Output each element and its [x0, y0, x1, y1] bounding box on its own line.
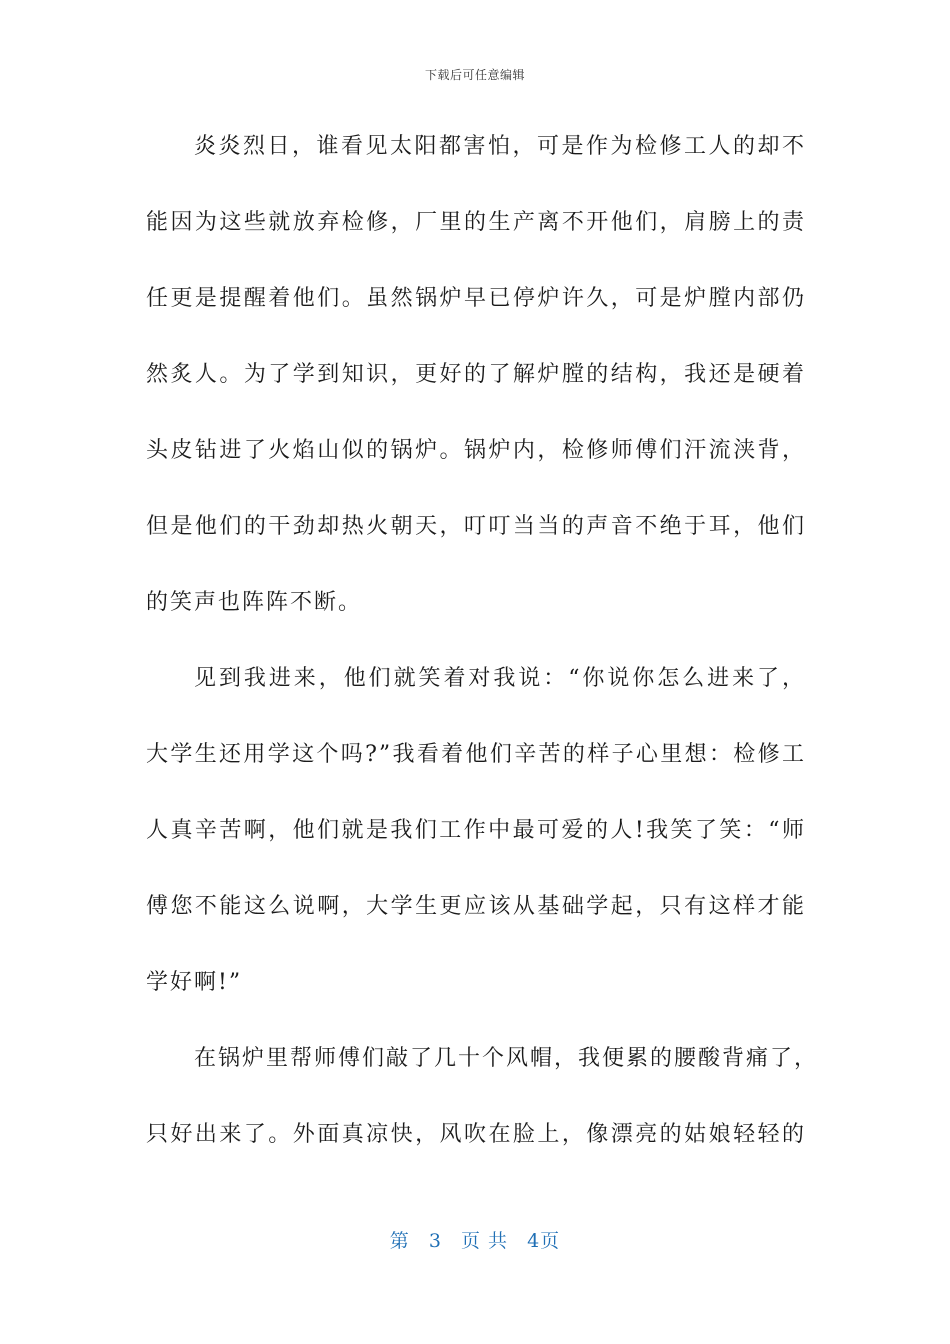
paragraph-line: 人真辛苦啊，他们就是我们工作中最可爱的人!我笑了笑：“师 [146, 818, 806, 843]
paragraph-line: 能因为这些就放弃检修，厂里的生产离不开他们，肩膀上的责 [146, 210, 806, 235]
paragraph-line: 头皮钻进了火焰山似的锅炉。锅炉内，检修师傅们汗流浃背， [146, 438, 806, 463]
current-page-number: 3 [428, 1230, 442, 1252]
total-pages: 4页 [527, 1230, 561, 1252]
page-number-footer [0, 1226, 950, 1253]
paragraph-line: 学好啊!” [146, 970, 243, 995]
paragraph-line: 的笑声也阵阵不断。 [146, 590, 363, 615]
document-body [146, 120, 819, 1184]
paragraph-line: 只好出来了。外面真凉快，风吹在脸上，像漂亮的姑娘轻轻的 [146, 1122, 806, 1147]
paragraph-line: 傅您不能这么说啊，大学生更应该从基础学起，只有这样才能 [146, 894, 806, 919]
paragraph-line: 但是他们的干劲却热火朝天，叮叮当当的声音不绝于耳，他们 [146, 514, 806, 539]
page-mid-text: 页 共 [461, 1230, 509, 1252]
page-prefix: 第 [389, 1230, 410, 1252]
paragraph-line: 大学生还用学这个吗?”我看着他们辛苦的样子心里想：检修工 [146, 742, 806, 767]
paragraph-line: 在锅炉里帮师傅们敲了几十个风帽，我便累的腰酸背痛了， [194, 1046, 819, 1071]
paragraph-line: 然炙人。为了学到知识，更好的了解炉膛的结构，我还是硬着 [146, 362, 806, 387]
paragraph-line: 见到我进来，他们就笑着对我说：“你说你怎么进来了， [194, 666, 806, 691]
paragraph-line: 炎炎烈日，谁看见太阳都害怕，可是作为检修工人的却不 [194, 134, 806, 159]
paragraph-line: 任更是提醒着他们。虽然锅炉早已停炉许久，可是炉膛内部仍 [146, 286, 806, 311]
header-note: 下载后可任意编辑 [424, 68, 525, 82]
